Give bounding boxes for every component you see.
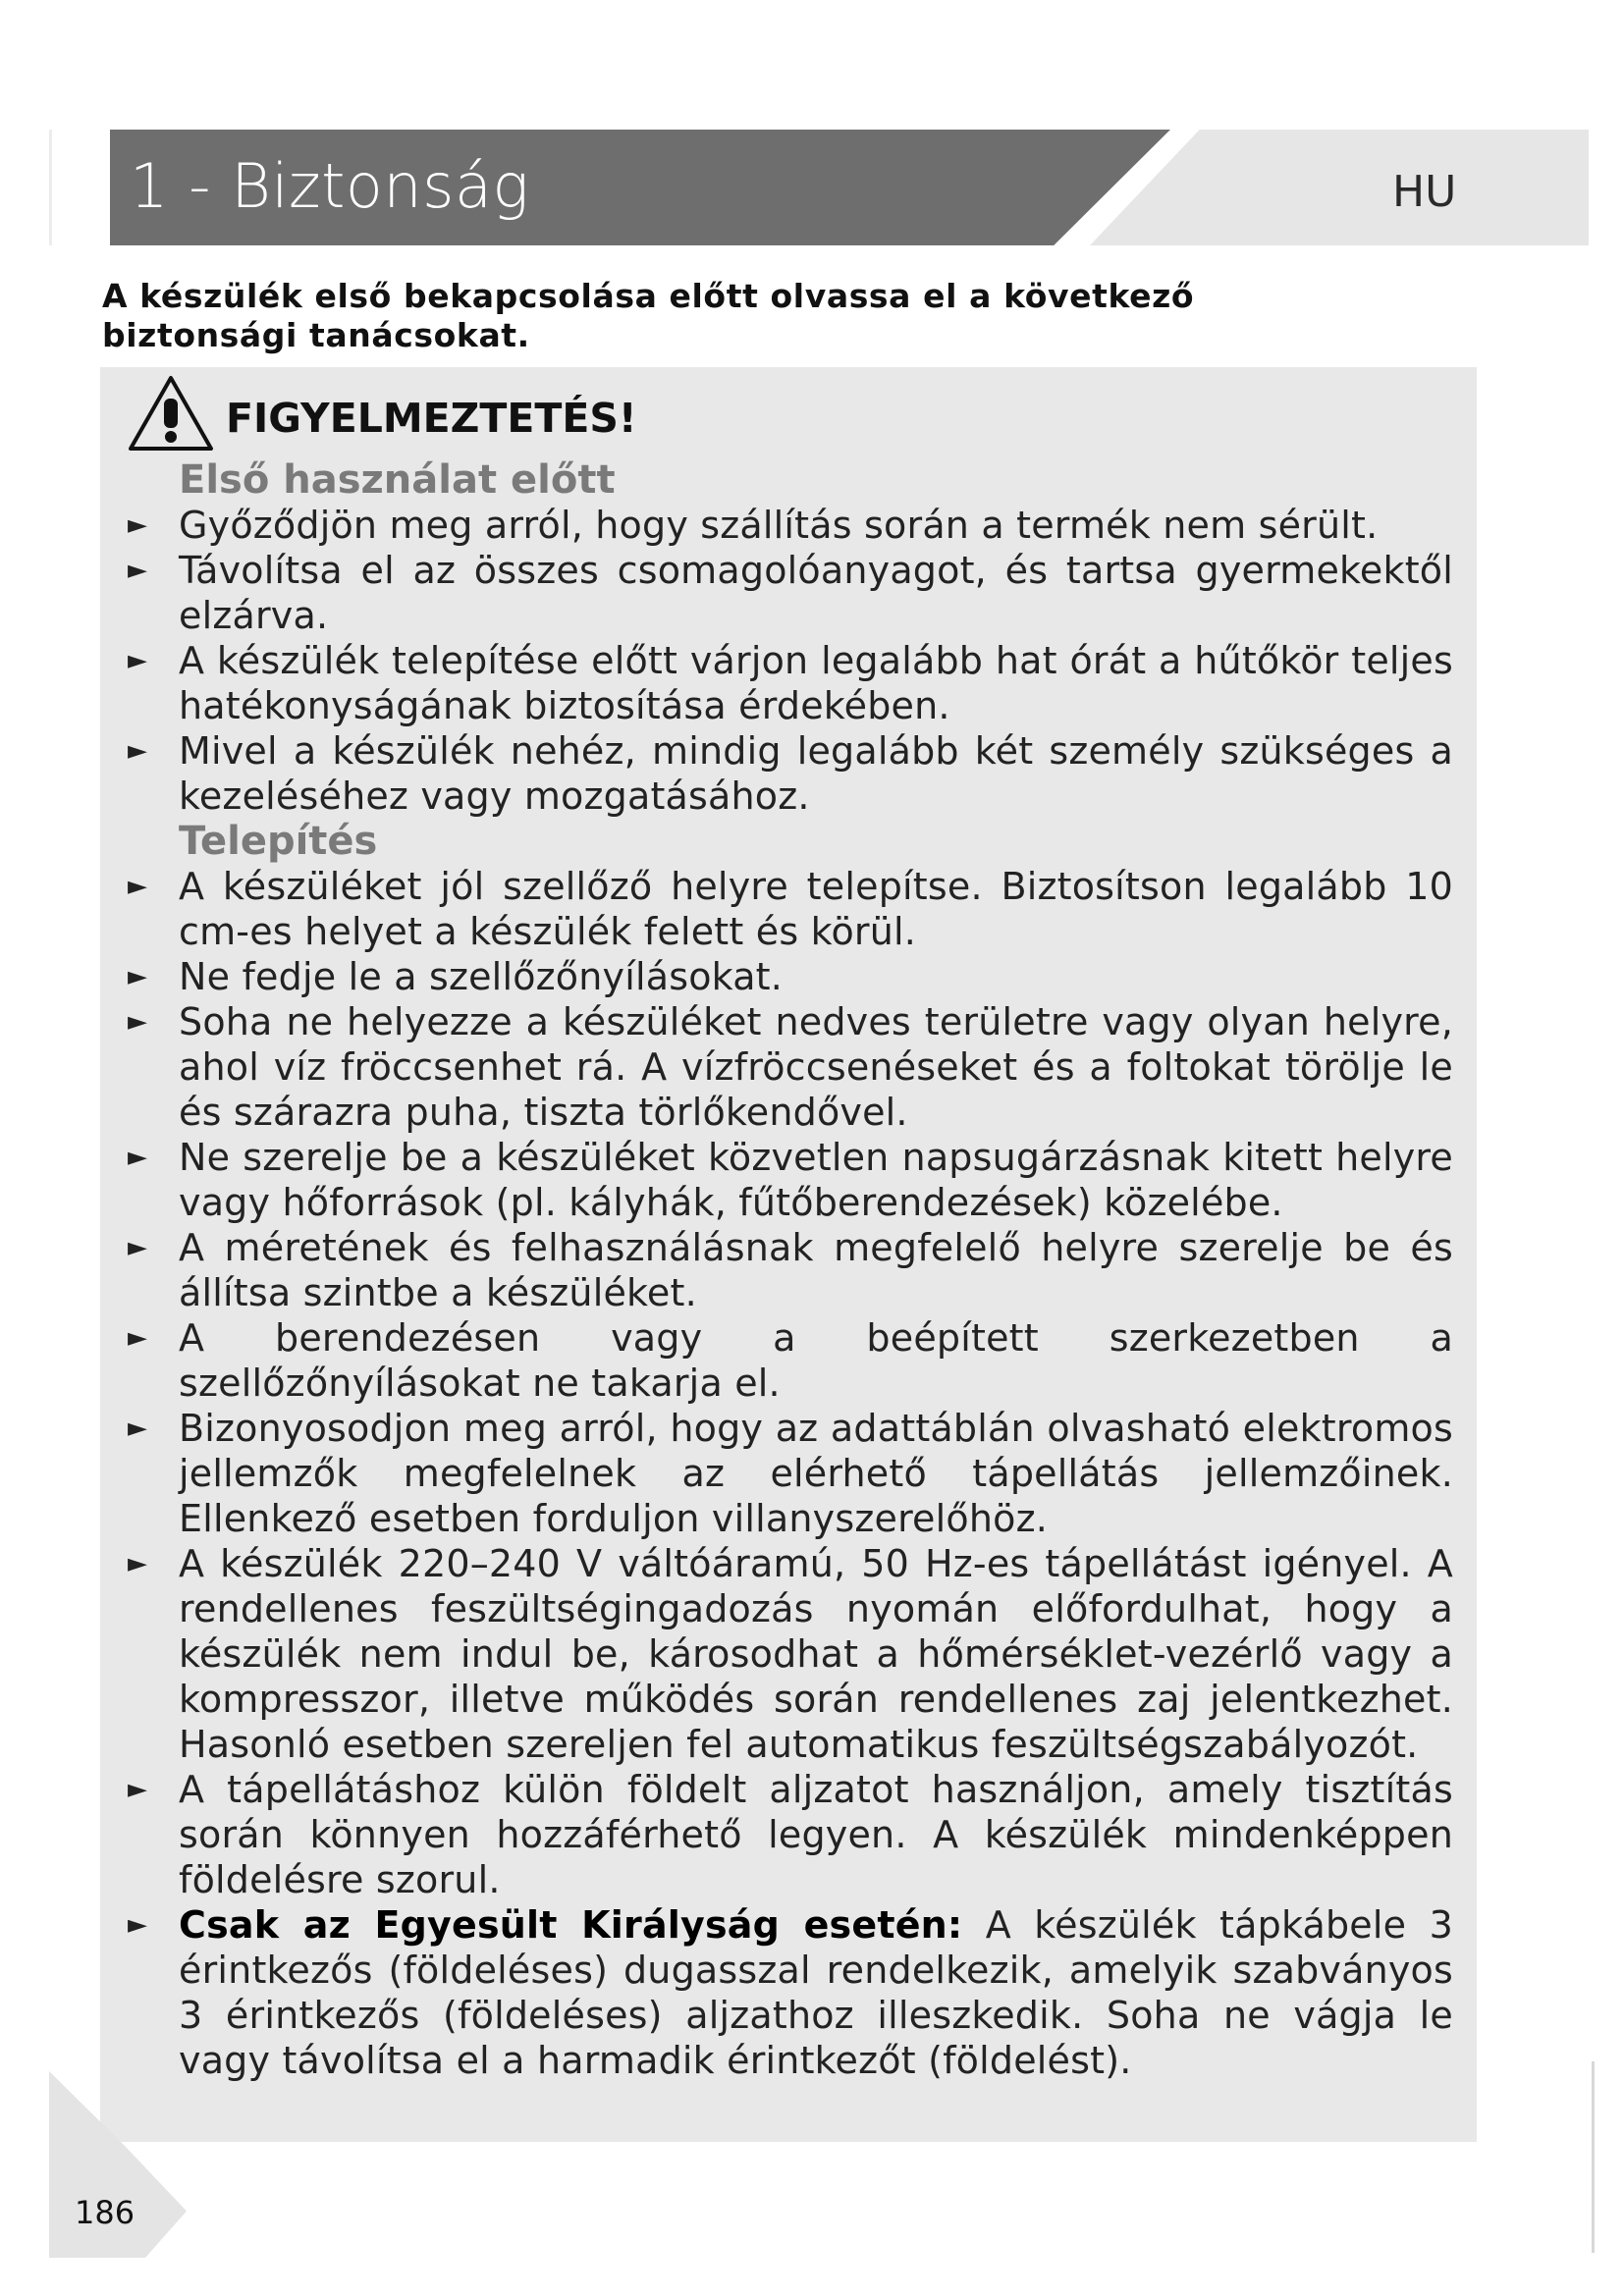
bullet-arrow-icon: ►: [128, 962, 148, 991]
warning-triangle-icon: [126, 373, 216, 454]
bullet-arrow-icon: ►: [128, 1143, 148, 1172]
language-code: HU: [1392, 167, 1457, 217]
safety-content: [124, 457, 1453, 2083]
warning-title: FIGYELMEZTETÉS!: [226, 395, 637, 442]
language-header-band: [1090, 130, 1589, 245]
bullet-arrow-icon: ►: [128, 736, 148, 766]
list-item: ► A tápellátáshoz külön földelt aljzatot használjon, amely tisztítás során könnyen hozzáférhető legyen. A készülék mindenképpen földelésre szorul.: [128, 1768, 1453, 1901]
intro-text: A készülék első bekapcsolása előtt olvassa el a következő biztonsági tanácsokat.: [102, 277, 1195, 354]
bullet-arrow-icon: ►: [128, 1007, 148, 1037]
bullet-arrow-icon: ►: [128, 646, 148, 675]
list-item: ► Ne szerelje be a készüléket közvetlen napsugárzásnak kitett helyre vagy hőforrások (pl. kályhák, fűtőberendezések) közelébe.: [128, 1136, 1453, 1224]
bullet-arrow-icon: ►: [128, 1323, 148, 1353]
bullet-arrow-icon: ►: [128, 556, 148, 585]
list-item: ► Bizonyosodjon meg arról, hogy az adattáblán olvasható elektromos jellemzők megfelelnek az elérhető tápellátás jellemzőinek. Ellenkező esetben forduljon villanyszerelőhöz.: [128, 1407, 1453, 1540]
list-item: ► A készüléket jól szellőző helyre telepítse. Biztosítson legalább 10 cm-es helyet a készülék felett és körül.: [128, 865, 1453, 953]
bullet-arrow-icon: ►: [128, 1910, 148, 1940]
section-heading-installation: Telepítés: [179, 819, 378, 864]
list-item: ► A készülék telepítése előtt várjon legalább hat órát a hűtőkör teljes hatékonyságának biztosítása érdekében.: [128, 639, 1453, 727]
list-item: ► Mivel a készülék nehéz, mindig legalább két személy szükséges a kezeléséhez vagy mozgatásához.: [128, 729, 1453, 818]
uk-only-label: Csak az Egyesült Királyság esetén:: [179, 1903, 963, 1947]
list-item: ► Távolítsa el az összes csomagolóanyagot, és tartsa gyermekektől elzárva.: [128, 549, 1453, 637]
page-edge-left: [49, 130, 52, 245]
list-item: ► Ne fedje le a szellőzőnyílásokat.: [128, 955, 784, 998]
bullet-arrow-icon: ►: [128, 872, 148, 901]
bullet-arrow-icon: ►: [128, 1414, 148, 1443]
list-item: ► A méretének és felhasználásnak megfelelő helyre szerelje be és állítsa szintbe a készüléket.: [128, 1226, 1453, 1314]
bullet-arrow-icon: ►: [128, 510, 148, 540]
bullet-arrow-icon: ►: [128, 1233, 148, 1262]
list-item: ► Soha ne helyezze a készüléket nedves területre vagy olyan helyre, ahol víz fröccsenhet rá. A vízfröccsenéseket és a foltokat törölje le és szárazra puha, tiszta törlőkendővel.: [128, 1000, 1453, 1134]
list-item: ► Győződjön meg arról, hogy szállítás során a termék nem sérült.: [128, 504, 1379, 547]
chapter-title: 1 - Biztonság: [130, 150, 530, 222]
page-edge-right: [1592, 2061, 1595, 2253]
list-item: ► A berendezésen vagy a beépített szerkezetben a szellőzőnyílásokat ne takarja el.: [128, 1316, 1453, 1405]
section-heading-first-use: Első használat előtt: [179, 457, 616, 503]
page-number: 186: [75, 2194, 135, 2231]
list-item: ► A készülék 220–240 V váltóáramú, 50 Hz-es tápellátást igényel. A rendellenes feszültségingadozás nyomán előfordulhat, hogy a készülék nem indul be, károsodhat a hőmérséklet-vezérlő vagy a kompresszor, illetve működés során rendellenes zaj jelentkezhet. Hasonló esetben szereljen fel automatikus feszültségszabályozót.: [128, 1542, 1453, 1766]
bullet-arrow-icon: ►: [128, 1549, 148, 1578]
list-item-uk: ► Csak az Egyesült Királyság esetén: A készülék tápkábele 3 érintkezős (földeléses) dugasszal rendelkezik, amelyik szabványos 3 érintkezős (földeléses) aljzathoz illeszkedik. Soha ne vágja le vagy távolítsa el a harmadik érintkezőt (földelést).: [128, 1903, 1453, 2082]
bullet-arrow-icon: ►: [128, 1775, 148, 1804]
